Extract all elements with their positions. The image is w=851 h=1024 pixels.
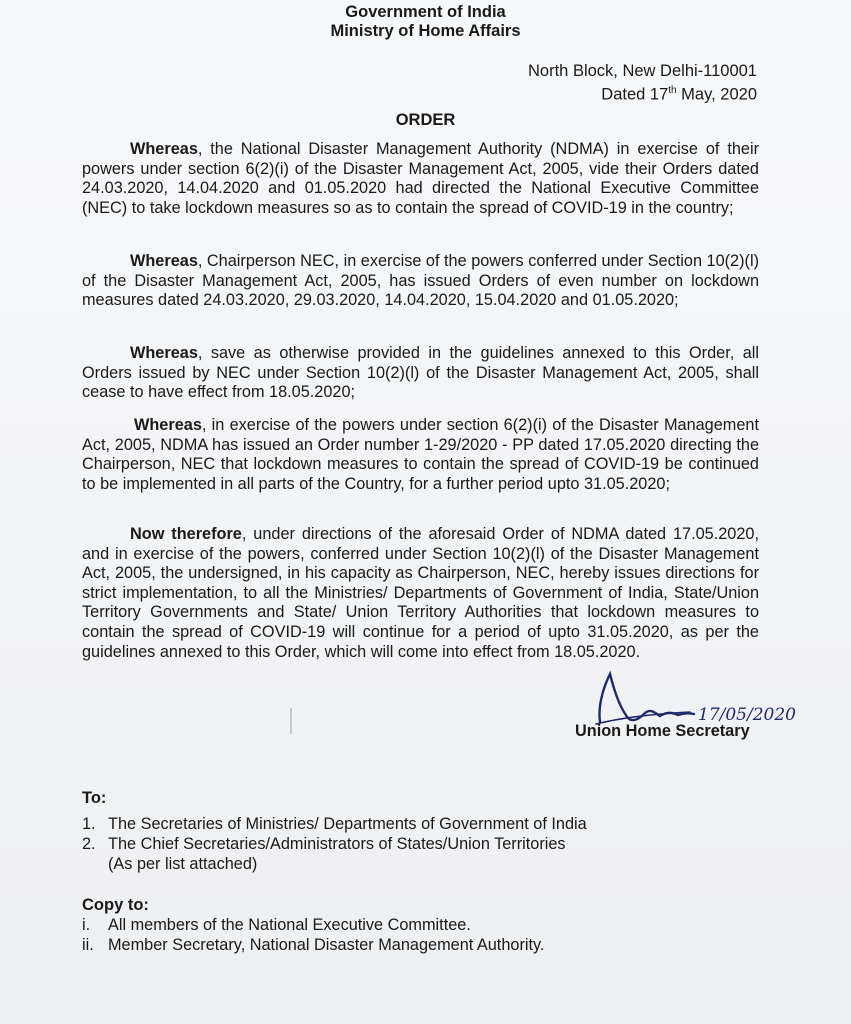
paragraph-text: , under directions of the aforesaid Order of NDMA dated 17.05.2020, and in exercise of the powers, conferred under Section 10(2)(l) of the Disaster Management Act, 2005, the undersigned, in his capacity as Chairperson, NEC, hereby issues directions for strict implementation, to all the Ministries/ Departments of Government of India, State/Union Territory Governments and State/ Union Territory Authorities that lockdown measures to contain the spread of COVID-19 will continue for a period of upto 31.05.2020, as per the guidelines annexed to this Order, which will come into effect from 18.05.2020. — [82, 525, 759, 661]
paragraph-lead: Whereas — [130, 344, 198, 362]
list-number: 2. — [82, 835, 96, 853]
paragraph-4 — [82, 416, 759, 494]
list-text: The Secretaries of Ministries/ Departments of Government of India — [108, 815, 587, 833]
paragraph-text: , Chairperson NEC, in exercise of the powers conferred under Section 10(2)(l) of the Disaster Management Act, 2005, has issued Orders of even number on lockdown measures dated 24.03.2020, 29.03.2020, 14.04.2020, 15.04.2020 and 01.05.2020; — [82, 252, 759, 310]
stray-mark — [289, 708, 293, 734]
indent — [82, 416, 134, 434]
paragraph-text: , save as otherwise provided in the guidelines annexed to this Order, all Orders issued by NEC under Section 10(2)(l) of the Disaster Management Act, 2005, shall cease to have effect from 18.05.2020; — [82, 344, 759, 402]
to-heading: To: — [82, 789, 107, 807]
list-number: 1. — [82, 815, 96, 833]
dated-line — [528, 81, 757, 105]
indent — [82, 252, 130, 270]
indent — [82, 140, 130, 158]
address-block — [528, 62, 757, 105]
paragraph-5 — [82, 525, 759, 662]
paragraph-2 — [82, 252, 759, 311]
paragraph-lead: Now therefore — [130, 525, 242, 543]
list-number: ii. — [82, 936, 94, 954]
indent — [82, 525, 130, 543]
copy-to-heading: Copy to: — [82, 896, 149, 914]
list-text: All members of the National Executive Committee. — [108, 916, 471, 934]
paragraph-lead: Whereas — [134, 416, 202, 434]
signatory-designation: Union Home Secretary — [575, 722, 750, 740]
list-number: i. — [82, 916, 91, 934]
paragraph-lead: Whereas — [130, 252, 198, 270]
handwritten-date: 17/05/2020 — [698, 705, 796, 725]
paragraph-text: , the National Disaster Management Authority (NDMA) in exercise of their powers under section 6(2)(i) of the Disaster Management Act, 2005, vide their Orders dated 24.03.2020, 14.04.2020 and 01.05.2020 had directed the National Executive Committee (NEC) to take lockdown measures so as to contain the spread of COVID-19 in the country; — [82, 140, 759, 217]
dated-suffix: May, 2020 — [676, 85, 757, 104]
dated-prefix: Dated 17 — [601, 85, 669, 104]
header-government: Government of India — [345, 3, 506, 21]
indent — [82, 344, 130, 362]
dated-suffix-sup: th — [668, 85, 677, 96]
order-title: ORDER — [395, 111, 456, 129]
paragraph-text: , in exercise of the powers under section 6(2)(i) of the Disaster Management Act, 2005, NDMA has issued an Order number 1-29/2020 - PP dated 17.05.2020 directing the Chairperson, NEC that lockdown measures to contain the spread of COVID-19 be continued to be implemented in all parts of the Country, for a further period upto 31.05.2020; — [82, 416, 759, 493]
list-text: (As per list attached) — [108, 855, 258, 873]
paragraph-1 — [82, 140, 759, 218]
list-text: Member Secretary, National Disaster Management Authority. — [108, 936, 545, 954]
list-text: The Chief Secretaries/Administrators of States/Union Territories — [108, 835, 566, 853]
address-line: North Block, New Delhi-110001 — [528, 62, 757, 80]
paragraph-lead: Whereas — [130, 140, 198, 158]
header-ministry: Ministry of Home Affairs — [330, 22, 521, 40]
paragraph-3 — [82, 344, 759, 403]
